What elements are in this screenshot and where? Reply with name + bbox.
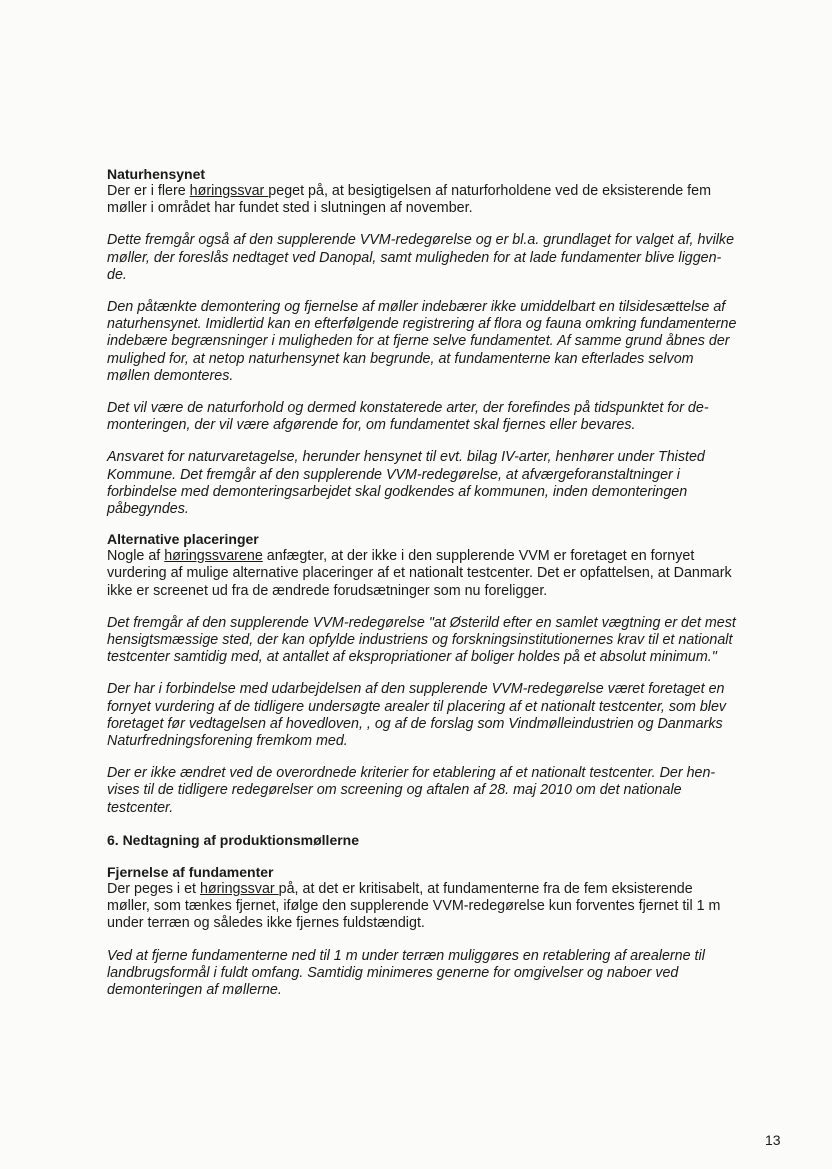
section-title-6: 6. Nedtagning af produktionsmøllerne	[107, 831, 360, 848]
section-heading-fundamenter: Fjernelse af fundamenter	[107, 863, 274, 880]
underlined-term: høringssvar	[199, 880, 279, 897]
paragraph: Der peges i et høringssvar på, at det er kritisabelt, at fundamenterne fra de fem eksisterende møller, som tænkes fjernet, ifølge den supplerende VVM-redegørelse kun forventes fjernet til 1 m under terræn og således ikke fjernes fuldstændigt.	[107, 880, 721, 932]
text: Der er i flere	[107, 183, 190, 199]
paragraph-italic: Der er ikke ændret ved de overordnede kriterier for etablering af et nationalt testcenter. Der hen- vises til de tidligere redegørelser om screening og aftalen af 28. maj 2010 om det nationale testcenter.	[107, 765, 716, 816]
section-heading-naturhensynet: Naturhensynet	[107, 166, 206, 182]
text: møller i området har fundet sted i slutningen af november.	[107, 200, 473, 217]
text: peget på, at besigtigelsen af naturforholdene ved de eksisterende fem	[268, 183, 712, 199]
paragraph	[107, 183, 787, 217]
paragraph-italic: Dette fremgår også af den supplerende VVM-redegørelse og er bl.a. grundlaget for valget af, hvilke møller, der foreslås nedtaget ved Danopal, samt muligheden for at lade fundamenter blive liggen- de.	[107, 232, 735, 283]
paragraph: Nogle af høringssvarene anfægter, at der ikke i den supplerende VVM er foretaget en fornyet vurdering af mulige alternative placeringer af et nationalt testcenter. Det er opfattelsen, at Danmark ikke er screenet ud fra de ændrede forudsætninger som nu foreligger.	[107, 548, 732, 599]
paragraph-italic: Ansvaret for naturvaretagelse, herunder hensynet til evt. bilag IV-arter, henhører under Thisted Kommune. Det fremgår af den supplerende VVM-redegørelse, at afværgeforanstaltninger i forbindelse med demonteringsarbejdet skal godkendes af kommunen, inden demonteringen påbegyndes.	[107, 449, 705, 518]
underlined-term: høringssvar	[189, 183, 269, 199]
document-page	[107, 166, 787, 999]
paragraph-italic: Det vil være de naturforhold og dermed konstaterede arter, der forefindes på tidspunktet for de- monteringen, der vil være afgørende for, om fundamentet skal fjernes eller bevares.	[107, 400, 709, 434]
page-number: 13	[765, 1132, 781, 1148]
paragraph-italic: Ved at fjerne fundamenterne ned til 1 m under terræn muliggøres en retablering af arealerne til landbrugsformål i fuldt omfang. Samtidig minimeres generne for omgivelser og naboer ved demonteringen af møllerne.	[107, 947, 705, 998]
underlined-term: høringssvarene	[164, 548, 263, 565]
paragraph-italic: Den påtænkte demontering og fjernelse af møller indebærer ikke umiddelbart en tilsidesættelse af naturhensynet. Imidlertid kan en efterfølgende registrering af flora og fauna omkring fundamenterne indebære begrænsninger i muligheden for at fjerne selve fundamentet. Af samme grund åbnes der mulighed for, at netop naturhensynet kan begrunde, at fundamenterne kan efterlades selvom møllen demonteres.	[107, 299, 737, 384]
paragraph-italic: Der har i forbindelse med udarbejdelsen af den supplerende VVM-redegørelse været foretaget en fornyet vurdering af de tidligere undersøgte arealer til placering af et nationalt testcenter, som blev foretaget før vedtagelsen af hovedloven, , og af de forslag som Vindmølleindustrien og Danmarks Naturfredningsforening fremkom med.	[107, 681, 727, 750]
paragraph-italic: Det fremgår af den supplerende VVM-redegørelse "at Østerild efter en samlet vægtning er det mest hensigtsmæssige sted, der kan opfylde industriens og forskningsinstitutionernes krav til et nationalt testcenter samtidig med, at antallet af ekspropriationer af boliger holdes på et absolut minimum."	[107, 614, 736, 666]
section-heading-alternative: Alternative placeringer	[107, 531, 259, 548]
